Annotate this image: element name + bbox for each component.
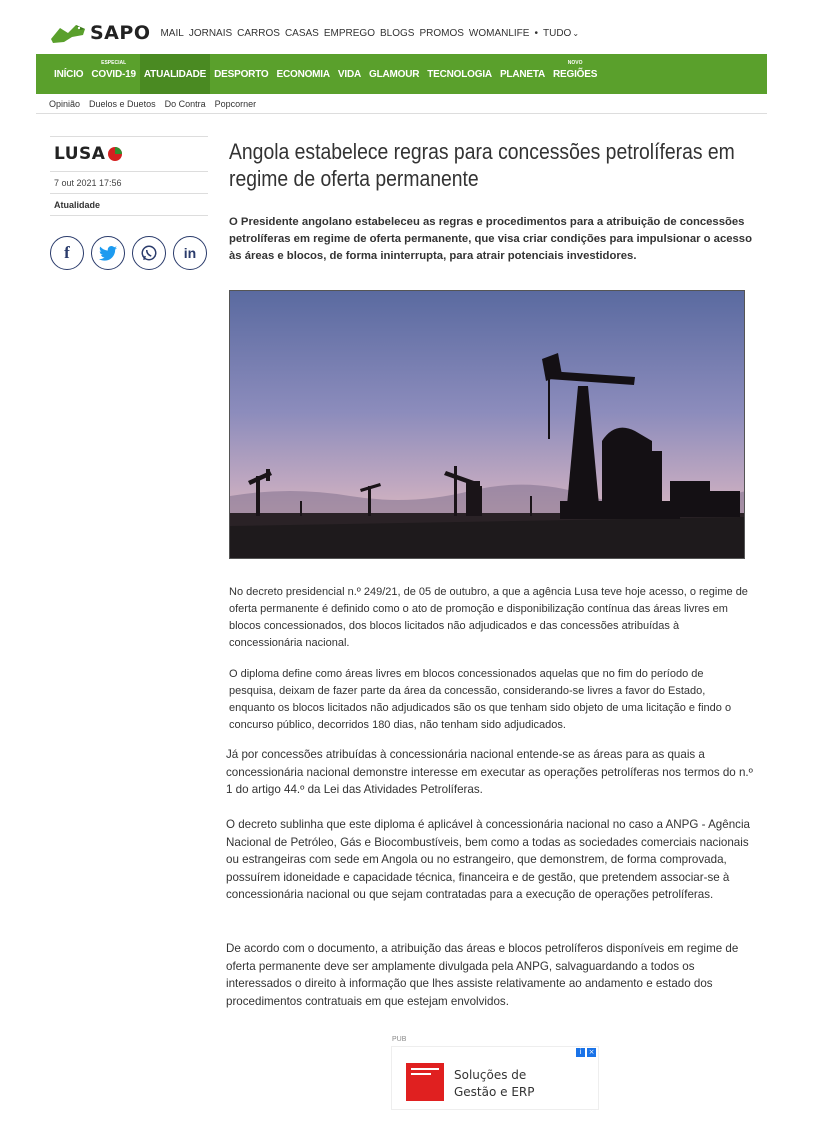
nav-label: REGIÕES: [553, 68, 598, 80]
ad-choices[interactable]: [576, 1048, 596, 1057]
nav-label: INÍCIO: [54, 68, 84, 80]
share-buttons: [50, 236, 208, 270]
share-twitter-button[interactable]: [91, 236, 125, 270]
nav-item-inicio[interactable]: [50, 54, 87, 94]
article-paragraph: O decreto sublinha que este diploma é aplicável à concessionária nacional no caso a ANPG - Agência Nacional de Petróleo, Gás e Biocombustíveis, bem como a todas as sociedades comerciais nacionais ou estrangeiras com sede em Angola ou no estrangeiro, que demonstrem, de forma comprovada, possuírem idoneidade e capacidade técnica, financeira e de gestão, que pretendem associar-se à concessionária nacional ou que sejam contratadas para a execução de operações petrolíferas.: [226, 818, 750, 902]
article-date: 7 out 2021 17:56: [50, 172, 208, 194]
nav-tag-especial: ESPECIAL: [101, 60, 127, 66]
article-title: Angola estabelece regras para concessões petrolíferas em regime de oferta permanente: [229, 139, 735, 191]
ad-brand-icon: [406, 1063, 444, 1101]
share-facebook-button[interactable]: [50, 236, 84, 270]
nav-tag-novo: NOVO: [567, 60, 583, 66]
chevron-down-icon: ⌄: [572, 28, 580, 38]
source-logo[interactable]: [50, 136, 208, 172]
subnav-item-duelos[interactable]: Duelos e Duetos: [89, 98, 156, 109]
top-bar: [50, 18, 766, 48]
sub-nav: [36, 94, 767, 114]
nav-label: GLAMOUR: [369, 68, 420, 80]
sapo-logo-text: SAPO: [90, 22, 151, 44]
top-links: [160, 28, 584, 39]
subnav-item-popcorner[interactable]: Popcorner: [214, 98, 257, 109]
nav-item-economia[interactable]: [273, 54, 334, 94]
nav-label: ATUALIDADE: [143, 68, 207, 80]
top-link-carros[interactable]: CARROS: [237, 27, 280, 39]
nav-label: ECONOMIA: [276, 68, 330, 80]
article-lead: O Presidente angolano estabeleceu as regras e procedimentos para a atribuição de concessões petrolíferas em regime de oferta permanente, que visa criar condições para impulsionar o acesso às áreas e blocos, de forma ininterrupta, para atrair potenciais investidores.: [229, 216, 752, 262]
top-link-mail[interactable]: MAIL: [160, 27, 184, 39]
facebook-icon: f: [64, 243, 70, 262]
ad-text-line: Soluções de: [454, 1068, 527, 1082]
top-link-jornais[interactable]: JORNAIS: [188, 27, 233, 39]
top-link-casas[interactable]: CASAS: [284, 27, 319, 39]
nav-item-regioes[interactable]: [549, 54, 601, 94]
nav-item-covid[interactable]: [87, 54, 140, 94]
article-paragraph: De acordo com o documento, a atribuição das áreas e blocos petrolíferos disponíveis em regime de oferta permanente deve ser amplamente divulgada pela ANPG, salvaguardando a todos os interessados o direito à informação que lhes assiste relativamente ao andamento e estado dos procedimentos contratuais em que estejam envolvidos.: [226, 942, 739, 1008]
twitter-icon: [99, 246, 117, 261]
top-link-tudo[interactable]: [543, 28, 579, 39]
top-link-promos[interactable]: PROMOS: [419, 27, 464, 39]
lusa-emblem-icon: [107, 146, 123, 162]
top-link-emprego[interactable]: EMPREGO: [323, 27, 375, 39]
share-whatsapp-button[interactable]: [132, 236, 166, 270]
nav-item-planeta[interactable]: [496, 54, 549, 94]
nav-label: COVID-19: [91, 68, 136, 80]
ad-info-icon[interactable]: i: [576, 1048, 585, 1057]
article-paragraph: Já por concessões atribuídas à concessionária nacional entende-se as áreas para as quais a concessionária nacional demonstre interesse em executar as operações petrolíferas nos termos do n.º 1 do artigo 44.º da Lei das Atividades Petrolíferas.: [226, 748, 753, 797]
article-photo: [229, 290, 745, 559]
nav-item-glamour[interactable]: [365, 54, 423, 94]
nav-item-desporto[interactable]: [210, 54, 272, 94]
ad-close-icon[interactable]: ×: [588, 1048, 595, 1056]
advertisement[interactable]: [391, 1046, 599, 1110]
subnav-item-opiniao[interactable]: Opinião: [49, 98, 81, 109]
source-logo-text: LUSA: [54, 144, 106, 164]
subnav-item-docontra[interactable]: Do Contra: [164, 98, 206, 109]
whatsapp-icon: [140, 244, 158, 262]
main-nav: [36, 54, 767, 94]
ad-label: PUB: [392, 1036, 407, 1043]
nav-item-atualidade[interactable]: [140, 54, 210, 94]
ad-text-line: Gestão e ERP: [454, 1085, 535, 1099]
top-link-blogs[interactable]: BLOGS: [379, 27, 415, 39]
article-paragraph: O diploma define como áreas livres em blocos concessionados aquelas que no fim do período de pesquisa, deixam de fazer parte da área da concessão, considerando-se livres a favor do Estado, enquanto os blocos licitados não adjudicados são os que tenham sido objeto de uma licitação e findo o concurso público, decorridos 180 dias, não tenham sido adjudicados.: [229, 668, 732, 731]
top-link-womanlife[interactable]: WOMANLIFE: [468, 27, 530, 39]
article-category[interactable]: Atualidade: [50, 194, 208, 216]
sapo-frog-icon: [50, 22, 86, 44]
sapo-logo[interactable]: [50, 22, 150, 44]
separator-dot: •: [534, 27, 538, 39]
nav-item-vida[interactable]: [334, 54, 365, 94]
article-paragraph: No decreto presidencial n.º 249/21, de 05 de outubro, a que a agência Lusa teve hoje acesso, o regime de oferta permanente é definido como o ato de promoção e disponibilização contínua das áreas livres em blocos concessionados, dos blocos licitados não adjudicados e das concessões atribuídas à concessionária nacional.: [229, 586, 748, 649]
nav-label: DESPORTO: [214, 68, 269, 80]
oil-pumpjack-photo: [230, 291, 745, 559]
article-sidebar: [50, 136, 208, 270]
ad-text: [454, 1067, 535, 1101]
nav-item-tecnologia[interactable]: [423, 54, 496, 94]
share-linkedin-button[interactable]: [173, 236, 207, 270]
nav-label: TECNOLOGIA: [427, 68, 492, 80]
tudo-label: TUDO: [542, 27, 572, 39]
nav-label: VIDA: [337, 68, 361, 80]
linkedin-icon: in: [183, 245, 197, 261]
nav-label: PLANETA: [499, 68, 546, 80]
